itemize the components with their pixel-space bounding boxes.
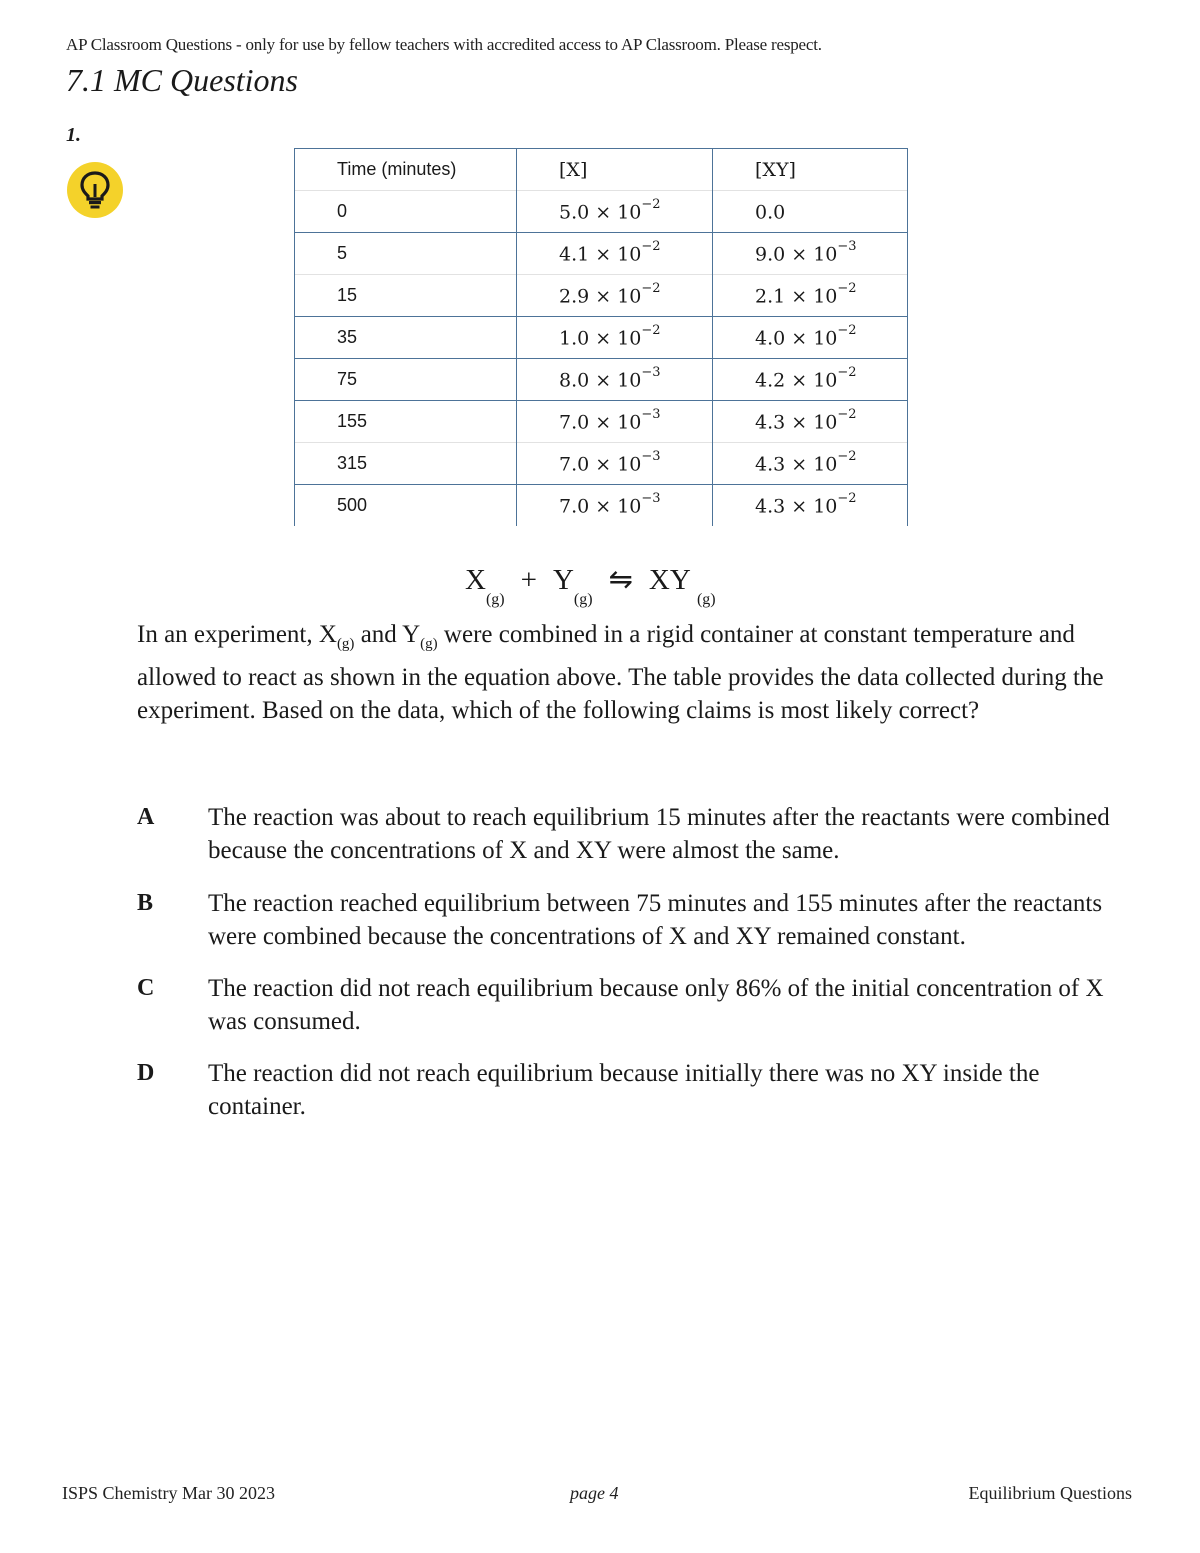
cell-time: 75 xyxy=(295,359,517,401)
choice-text: The reaction did not reach equilibrium because initially there was no XY inside the container. xyxy=(208,1060,1040,1120)
reaction-equation xyxy=(465,562,716,608)
section-title: 7.1 MC Questions xyxy=(66,62,298,98)
header-x: [X] xyxy=(517,149,713,191)
cell-x-concentration xyxy=(517,317,713,359)
x-exponent: −3 xyxy=(641,448,661,464)
reactant-y: Y xyxy=(552,564,574,596)
cell-xy-concentration xyxy=(713,317,908,359)
x-mantissa: 7.0 × 10 xyxy=(559,495,642,518)
lightbulb-icon[interactable] xyxy=(67,162,123,218)
xy-mantissa: 2.1 × 10 xyxy=(755,285,838,308)
cell-x-concentration xyxy=(517,443,713,485)
cell-time: 5 xyxy=(295,233,517,275)
choice-text: The reaction was about to reach equilibrium 15 minutes after the reactants were combined because the concentrations of X and XY were almost the same. xyxy=(208,804,1110,864)
cell-x-concentration xyxy=(517,191,713,233)
equilibrium-arrow: ⇋ xyxy=(608,564,633,596)
xy-exponent: −2 xyxy=(837,280,857,296)
table-row xyxy=(295,443,908,485)
product-xy-state: (g) xyxy=(696,590,716,608)
cell-x-concentration xyxy=(517,275,713,317)
reactant-x-state: (g) xyxy=(485,590,505,608)
cell-time: 315 xyxy=(295,443,517,485)
stem-part-3: were combined in a rigid container at constant temperature and allowed to react as shown in the equation above. The table provides the data collected during the experiment. Based on the data, which of the following claims is most likely correct? xyxy=(137,621,1104,724)
footer-page-number: page 4 xyxy=(570,1483,619,1503)
cell-x-concentration xyxy=(517,359,713,401)
xy-mantissa: 9.0 × 10 xyxy=(755,243,838,266)
choice-letter: B xyxy=(137,890,154,916)
cell-time: 500 xyxy=(295,485,517,527)
stem-part-2: and Y xyxy=(354,621,421,648)
question-stem xyxy=(137,618,1137,727)
xy-mantissa: 4.2 × 10 xyxy=(755,369,838,392)
x-exponent: −2 xyxy=(641,196,661,212)
x-mantissa: 5.0 × 10 xyxy=(559,201,642,224)
cell-xy-concentration xyxy=(713,485,908,527)
reactant-x: X xyxy=(465,564,486,596)
cell-time: 15 xyxy=(295,275,517,317)
x-mantissa: 7.0 × 10 xyxy=(559,453,642,476)
lightbulb-glyph xyxy=(78,170,112,210)
xy-mantissa: 0.0 xyxy=(755,201,786,224)
cell-x-concentration xyxy=(517,401,713,443)
xy-exponent: −2 xyxy=(837,448,857,464)
table-row xyxy=(295,401,908,443)
table-row xyxy=(295,359,908,401)
stem-part-1: In an experiment, X xyxy=(137,621,337,648)
header-time: Time (minutes) xyxy=(295,149,517,191)
choice-text: The reaction reached equilibrium between 75 minutes and 155 minutes after the reactants were combined because the concentrations of X and XY remained constant. xyxy=(208,890,1103,950)
cell-xy-concentration xyxy=(713,275,908,317)
x-exponent: −2 xyxy=(641,238,661,254)
xy-exponent: −2 xyxy=(837,322,857,338)
table-row xyxy=(295,485,908,527)
xy-mantissa: 4.0 × 10 xyxy=(755,327,838,350)
cell-xy-concentration xyxy=(713,401,908,443)
x-exponent: −2 xyxy=(641,280,661,296)
xy-exponent: −3 xyxy=(837,238,857,254)
choice-text: The reaction did not reach equilibrium because only 86% of the initial concentration of X was consumed. xyxy=(208,975,1104,1035)
x-mantissa: 2.9 × 10 xyxy=(559,285,642,308)
cell-xy-concentration xyxy=(713,191,908,233)
cell-time: 35 xyxy=(295,317,517,359)
xy-mantissa: 4.3 × 10 xyxy=(755,453,838,476)
cell-time: 155 xyxy=(295,401,517,443)
concentration-table xyxy=(294,148,908,526)
cell-xy-concentration xyxy=(713,359,908,401)
xy-mantissa: 4.3 × 10 xyxy=(755,411,838,434)
x-exponent: −2 xyxy=(641,322,661,338)
xy-exponent: −2 xyxy=(837,490,857,506)
xy-exponent: −2 xyxy=(837,406,857,422)
x-exponent: −3 xyxy=(641,490,661,506)
plus-sign: + xyxy=(520,564,537,596)
cell-time: 0 xyxy=(295,191,517,233)
stem-x-state: (g) xyxy=(336,636,355,652)
choice-letter: D xyxy=(137,1060,155,1086)
x-mantissa: 7.0 × 10 xyxy=(559,411,642,434)
footer-course: ISPS Chemistry Mar 30 2023 xyxy=(62,1483,276,1503)
product-xy: XY xyxy=(648,564,690,596)
x-mantissa: 8.0 × 10 xyxy=(559,369,642,392)
header-xy: [XY] xyxy=(713,149,908,191)
cell-x-concentration xyxy=(517,485,713,527)
table-row xyxy=(295,275,908,317)
table-row xyxy=(295,233,908,275)
x-exponent: −3 xyxy=(641,364,661,380)
stem-y-state: (g) xyxy=(420,636,438,652)
x-mantissa: 4.1 × 10 xyxy=(559,243,642,266)
footer-topic: Equilibrium Questions xyxy=(968,1483,1132,1503)
cell-xy-concentration xyxy=(713,233,908,275)
cell-xy-concentration xyxy=(713,443,908,485)
reactant-y-state: (g) xyxy=(573,590,593,608)
disclaimer-text: AP Classroom Questions - only for use by fellow teachers with accredited access to AP Classroom. Please respect. xyxy=(66,35,822,54)
choice-letter: C xyxy=(137,975,155,1001)
xy-mantissa: 4.3 × 10 xyxy=(755,495,838,518)
question-number: 1. xyxy=(66,124,81,146)
table-row xyxy=(295,191,908,233)
x-exponent: −3 xyxy=(641,406,661,422)
x-mantissa: 1.0 × 10 xyxy=(559,327,642,350)
cell-x-concentration xyxy=(517,233,713,275)
table-header-row xyxy=(295,149,908,191)
choice-letter: A xyxy=(137,804,155,830)
xy-exponent: −2 xyxy=(837,364,857,380)
table-row xyxy=(295,317,908,359)
